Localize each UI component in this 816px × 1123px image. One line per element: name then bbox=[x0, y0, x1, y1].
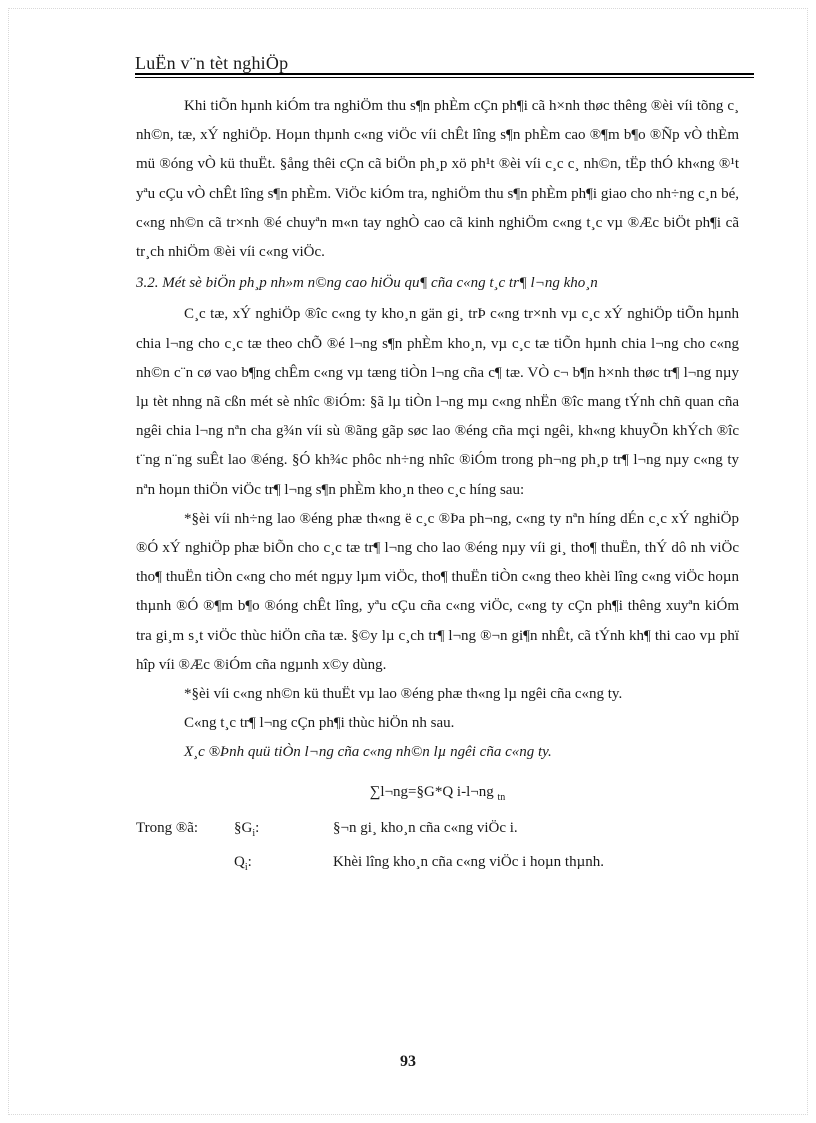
definition-symbol bbox=[234, 814, 333, 848]
header-rule-thick bbox=[135, 73, 754, 75]
header-rule-thin bbox=[135, 77, 754, 78]
section-heading: 3.2. Mét sè biÖn ph¸p nh»m n©ng cao hiÖu qu¶ cña c«ng t¸c tr¶ l¬ng kho¸n bbox=[136, 275, 598, 292]
symbol-text: §G bbox=[234, 819, 253, 836]
formula-subscript: tn bbox=[497, 791, 506, 803]
symbol-colon: : bbox=[255, 819, 260, 836]
definition-symbol bbox=[234, 848, 333, 882]
definitions-lead-spacer bbox=[136, 848, 234, 882]
formula-definitions bbox=[136, 814, 739, 882]
definition-row bbox=[136, 848, 739, 882]
paragraph-local-labor: *§èi víi nh÷ng lao ®éng phæ th«ng ë c¸c ®Þa ph¬ng, c«ng ty nªn híng dÉn c¸c xÝ nghiÖp ®Ó xÝ nghiÖp phæ biÕn cho c¸c tæ tr¶ l¬ng cho lao ®éng nµy víi gi¸ tho¶ thuËn, thÝ dô nh viÖc tho¶ thuËn tiÒn c«ng cho mét ngµy lµm viÖc, tho¶ thuËn tiÒn c«ng theo khèi lîng c«ng viÖc hoµn thµnh ®Ó ®¶m b¶o ®óng chÊt lîng, yªu cÇu cña c«ng viÖc, c«ng ty cÇn ph¶i thêng xuyªn kiÓm tra gi¸m s¸t viÖc thùc hiÖn cña tæ. §©y lµ c¸ch tr¶ l¬ng ®¬n gi¶n nhÊt, cã tÝnh kh¶ thi cao vµ phï hîp víi ®Æc ®iÓm cña ngµnh x©y dùng. bbox=[136, 510, 739, 673]
formula-main: ∑l¬ng=§G*Q i-l¬ng bbox=[369, 783, 494, 800]
paragraph-technical-workers: *§èi víi c«ng nh©n kü thuËt vµ lao ®éng phæ th«ng lµ ngêi cña c«ng ty. bbox=[184, 686, 623, 703]
wage-formula bbox=[136, 778, 739, 812]
paragraph-inspection: Khi tiÕn hµnh kiÓm tra nghiÖm thu s¶n phÈm cÇn ph¶i cã h×nh thøc thêng ®èi víi tõng c¸ nh©n, tæ, xÝ nghiÖp. Hoµn thµnh c«ng viÖc víi chÊt lîng s¶n phÈm cao ®¶m b¶o ®Ñp vÒ thÈm mü ®óng vÒ kü thuËt. §ång thêi cÇn cã biÖn ph¸p xö ph¹t ®èi víi c¸c c¸ nh©n, tËp thÓ kh«ng ®¹t yªu cÇu vÒ chÊt lîng s¶n phÈm. ViÖc kiÓm tra, nghiÖm thu s¶n phÈm ph¶i giao cho nh÷ng c¸n bé, c«ng nh©n cã tr×nh ®é chuyªn m«n tay nghÒ cao cã kinh nghiÖm c«ng t¸c vµ ®Æc biÖt ph¶i cã tr¸ch nhiÖm ®èi víi c«ng viÖc. bbox=[136, 98, 739, 261]
header-title: LuËn v¨n tèt nghiÖp bbox=[135, 53, 289, 73]
symbol-colon: : bbox=[247, 853, 252, 870]
symbol-subscript: i bbox=[244, 861, 248, 873]
definition-text: Khèi lîng kho¸n cña c«ng viÖc i hoµn thµnh. bbox=[333, 853, 604, 870]
symbol-subscript: i bbox=[252, 827, 256, 839]
symbol-text: Q bbox=[234, 853, 245, 870]
definition-text: §¬n gi¸ kho¸n cña c«ng viÖc i. bbox=[333, 819, 518, 836]
paragraph-pay-procedure: C«ng t¸c tr¶ l¬ng cÇn ph¶i thùc hiÖn nh sau. bbox=[184, 715, 455, 732]
definitions-lead: Trong ®ã: bbox=[136, 819, 199, 836]
paragraph-wage-fund: X¸c ®Þnh quü tiÒn l¬ng cña c«ng nh©n lµ ngêi cña c«ng ty. bbox=[184, 744, 552, 761]
page-body bbox=[136, 92, 739, 882]
document-header bbox=[135, 52, 754, 74]
definition-row bbox=[136, 814, 739, 848]
page-number: 93 bbox=[400, 1053, 416, 1070]
paragraph-piecework-pay: C¸c tæ, xÝ nghiÖp ®îc c«ng ty kho¸n gän gi¸ trÞ c«ng tr×nh vµ c¸c xÝ nghiÖp tiÕn hµnh chia l¬ng cho c¸c tæ theo chÕ ®é l¬ng s¶n phÈm kho¸n, vµ c¸c tæ tiÕn hµnh chia l¬ng cho c«ng nh©n c¨n cø vao b¶ng chÊm c«ng vµ tæng tiÒn l¬ng cña c¶ tæ. VÒ c¬ b¶n h×nh thøc tr¶ l¬ng nµy lµ tèt nhng nã cßn mét sè nhîc ®iÓm: §ã lµ tiÒn l¬ng mµ c«ng nhËn ®îc mang tÝnh chñ quan cña ngêi chia l¬ng nªn cha g¾n víi sù ®ãng gãp søc lao ®éng cña mçi ngêi, kh«ng khuyÕn khÝch ®îc t¨ng n¨ng suÊt lao ®éng. §Ó kh¾c phôc nh÷ng nhîc ®iÓm trong ph¬ng ph¸p tr¶ l¬ng nµy c«ng ty nªn hoµn thiÖn viÖc tr¶ l¬ng s¶n phÈm kho¸n theo c¸c híng sau: bbox=[136, 306, 739, 498]
